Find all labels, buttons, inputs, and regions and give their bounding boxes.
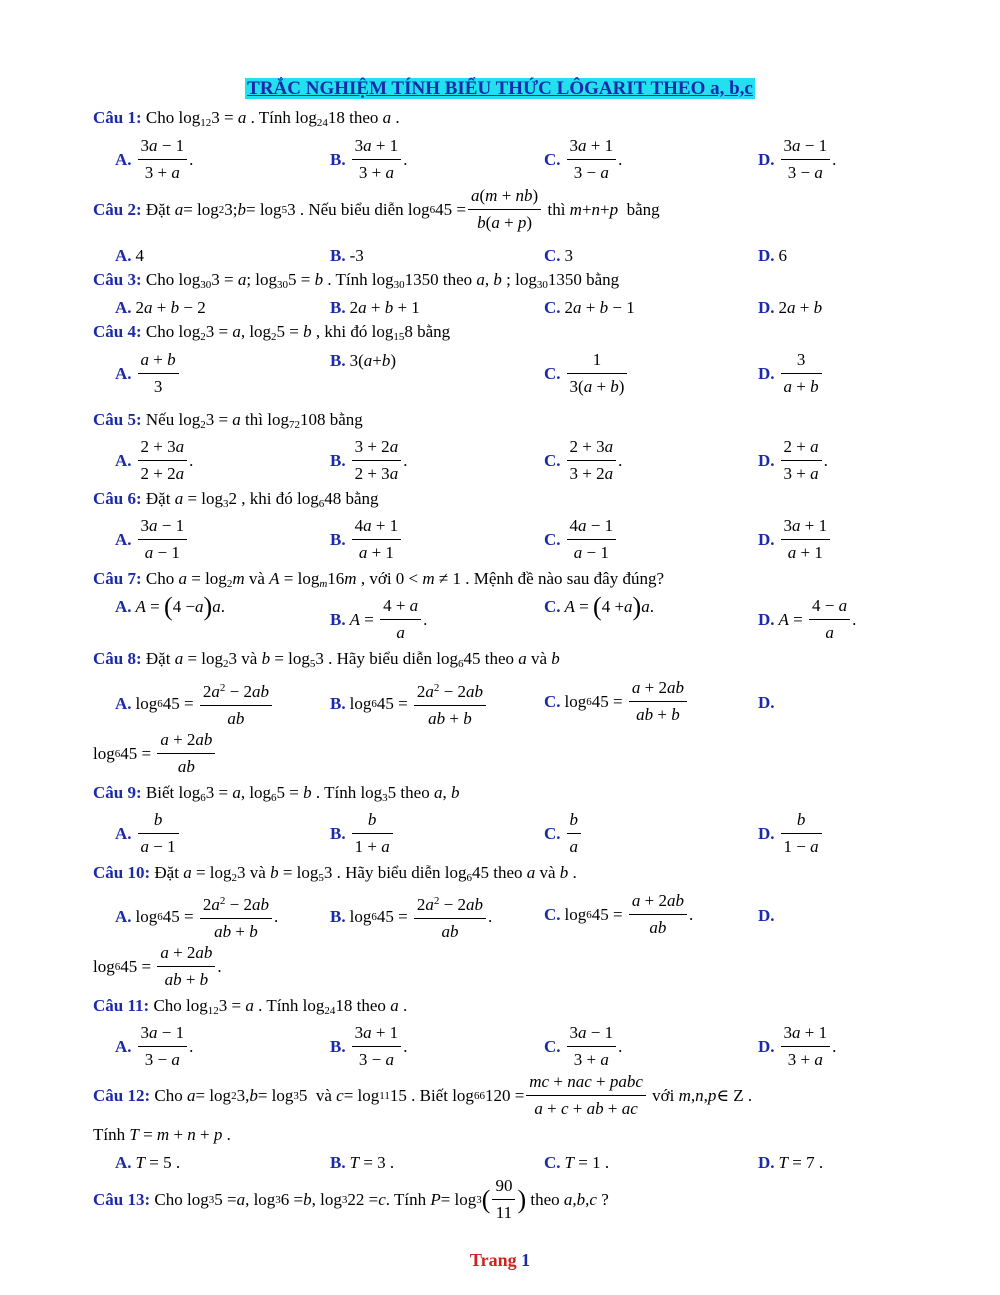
question-4: Câu 4: Cho $\log_23 = a$, $\log_25 = b$ , khi đó $\log_{15}8$ bằng [93,322,451,343]
question-3: Câu 3: Cho $\log_{30}3 = a$; $\log_{30}5 = b$ . Tính $\log_{30}1350$ theo a, b ; $\log_{30}1350$ bằng [93,270,620,291]
question-9: Câu 9: Biết $\log_63 = a$, $\log_65 = b$ . Tính $\log_35$ theo a, b [93,783,460,804]
q4-option-a[interactable]: A. $\frac{a + b}{3}$ [115,350,181,397]
q6-option-c[interactable]: C. $\frac{4a - 1}{a - 1}$ [544,516,618,563]
q4-option-c[interactable]: C. $\frac{1}{3(a + b)}$ [544,350,629,397]
q5-option-c[interactable]: C. $\frac{2 + 3a}{3 + 2a}$ . [544,437,623,483]
q4-option-b[interactable]: B. 3( a + b ) [330,351,397,370]
q11-option-c[interactable]: C. $\frac{3a - 1}{3 + a}$ . [544,1023,623,1069]
q5-option-b[interactable]: B. $\frac{3 + 2a}{2 + 3a}$ . [330,437,408,483]
q10-option-a[interactable]: A. log 6 45 = $\frac{2a^2 - 2ab}{ab + b}$ . [115,891,278,942]
q9-option-d[interactable]: D. $\frac{b}{1 - a}$ [758,810,824,857]
question-6: Câu 6: Đặt $a = \log_32$ , khi đó $\log_648$ bằng [93,489,379,510]
q11-option-b[interactable]: B. $\frac{3a + 1}{3 - a}$ . [330,1023,408,1069]
q7-option-a[interactable]: A. A = ( 4 − a ) a . [115,592,225,621]
question-5: Câu 5: Nếu $\log_23 = a$ thì $\log_{72}108$ bằng [93,410,363,431]
page-title: TRẮC NGHIỆM TÍNH BIỂU THỨC LÔGARIT THEO a, b,c [247,78,753,99]
q1-option-b[interactable]: B. $\frac{3a + 1}{3 + a}$ . [330,136,408,182]
q3-option-d[interactable]: D. 2a + b [758,298,823,317]
q3-option-b[interactable]: B. 2a + b + 1 [330,298,420,317]
q2-option-d[interactable]: D. 6 [758,246,788,265]
q9-option-c[interactable]: C. $\frac{b}{a}$ [544,810,583,857]
q10-option-c[interactable]: C. log 6 45 = $\frac{a + 2ab}{ab}$ . [544,891,694,937]
question-8: Câu 8: Đặt $a = \log_23$ và $b = \log_53$ . Hãy biểu diễn $\log_645$ theo a và b [93,649,560,670]
q1-option-a[interactable]: A. $\frac{3a - 1}{3 + a}$ . [115,136,194,182]
q11-option-d[interactable]: D. $\frac{3a + 1}{3 + a}$ . [758,1023,837,1069]
q10-option-b[interactable]: B. log 6 45 = $\frac{2a^2 - 2ab}{ab}$ . [330,891,492,942]
q5-option-d[interactable]: D. $\frac{2 + a}{3 + a}$ . [758,437,828,483]
question-2: Câu 2: Đặt a = log 2 3; b = log 5 3 . Nếu biểu diễn log 6 45 = $\frac{a(m + nb)}{b(a + p)}$ thì m + n + p bằng [93,186,660,232]
q7-option-c[interactable]: C. A = ( 4 + a ) a . [544,592,654,621]
q6-option-b[interactable]: B. $\frac{4a + 1}{a + 1}$ [330,516,403,563]
question-12-line-2: Tính T = m + n + p . [93,1125,231,1144]
q10-option-d-label[interactable]: D. [758,906,775,925]
q2-option-c[interactable]: C. 3 [544,246,574,265]
q8-option-d-label[interactable]: D. [758,693,775,712]
q10-option-d[interactable]: log 6 45 = $\frac{a + 2ab}{ab + b}$ . [93,943,222,989]
q8-option-a[interactable]: A. log 6 45 = $\frac{2a^2 - 2ab}{ab}$ [115,678,274,729]
q2-option-a[interactable]: A. 4 [115,246,145,265]
q12-option-c[interactable]: C. T = 1 . [544,1153,610,1172]
q11-option-a[interactable]: A. $\frac{3a - 1}{3 - a}$ . [115,1023,194,1069]
q9-option-a[interactable]: A. $\frac{b}{a - 1}$ [115,810,181,857]
q12-option-a[interactable]: A. T = 5 . [115,1153,181,1172]
q6-option-a[interactable]: A. $\frac{3a - 1}{a - 1}$ [115,516,189,563]
question-12: Câu 12: Cho a = log 2 3, b = log 3 5 và c = log 11 15 . Biết log 66 120 = $\frac{\text{mc + nac + pabc}}{a + c + ab + ac}$ với m , n , p ∈ Z . [93,1072,753,1118]
question-7: Câu 7: Cho $a = \log_2m$ và $A = \log_m16m$ , với 0 < m ≠ 1 . Mệnh đề nào sau đây đúng? [93,569,665,590]
question-13: Câu 13: Cho log 3 5 = a , log 3 6 = b , log 3 22 = c . Tính P = log 3 ( $\frac{90}{11}$ ) theo a , b , c ? [93,1176,609,1222]
question-11: Câu 11: Cho $\log_{12}3 = a$ . Tính $\log_{24}18$ theo a . [93,996,408,1017]
q1-option-d[interactable]: D. $\frac{3a - 1}{3 - a}$ . [758,136,837,182]
question-10: Câu 10: Đặt $a = \log_23$ và $b = \log_53$ . Hãy biểu diễn $\log_645$ theo a và b . [93,863,577,884]
question-1: Câu 1: Cho $\log_{12}3 = a$ . Tính $\log_{24}18$ theo a . [93,108,400,129]
q2-option-b[interactable]: B. -3 [330,246,364,265]
q6-option-d[interactable]: D. $\frac{3a + 1}{a + 1}$ [758,516,832,563]
page-footer: Trang 1 [469,1250,531,1270]
q7-option-d[interactable]: D. A = $\frac{4 - a}{a}$ . [758,596,857,642]
q8-option-b[interactable]: B. log 6 45 = $\frac{2a^2 - 2ab}{ab + b}$ [330,678,488,729]
q12-option-d[interactable]: D. T = 7 . [758,1153,824,1172]
q1-option-c[interactable]: C. $\frac{3a + 1}{3 - a}$ . [544,136,623,182]
q8-option-d[interactable]: log 6 45 = $\frac{a + 2ab}{ab}$ [93,730,217,777]
q12-option-b[interactable]: B. T = 3 . [330,1153,395,1172]
q5-option-a[interactable]: A. $\frac{2 + 3a}{2 + 2a}$ . [115,437,194,483]
q3-option-a[interactable]: A. 2a + b − 2 [115,298,206,317]
q8-option-c[interactable]: C. log 6 45 = $\frac{a + 2ab}{ab + b}$ [544,678,689,725]
q4-option-d[interactable]: D. $\frac{3}{a + b}$ [758,350,824,397]
q7-option-b[interactable]: B. A = $\frac{4 + a}{a}$ . [330,596,428,642]
q3-option-c[interactable]: C. 2a + b − 1 [544,298,635,317]
q9-option-b[interactable]: B. $\frac{b}{1 + a}$ [330,810,395,857]
